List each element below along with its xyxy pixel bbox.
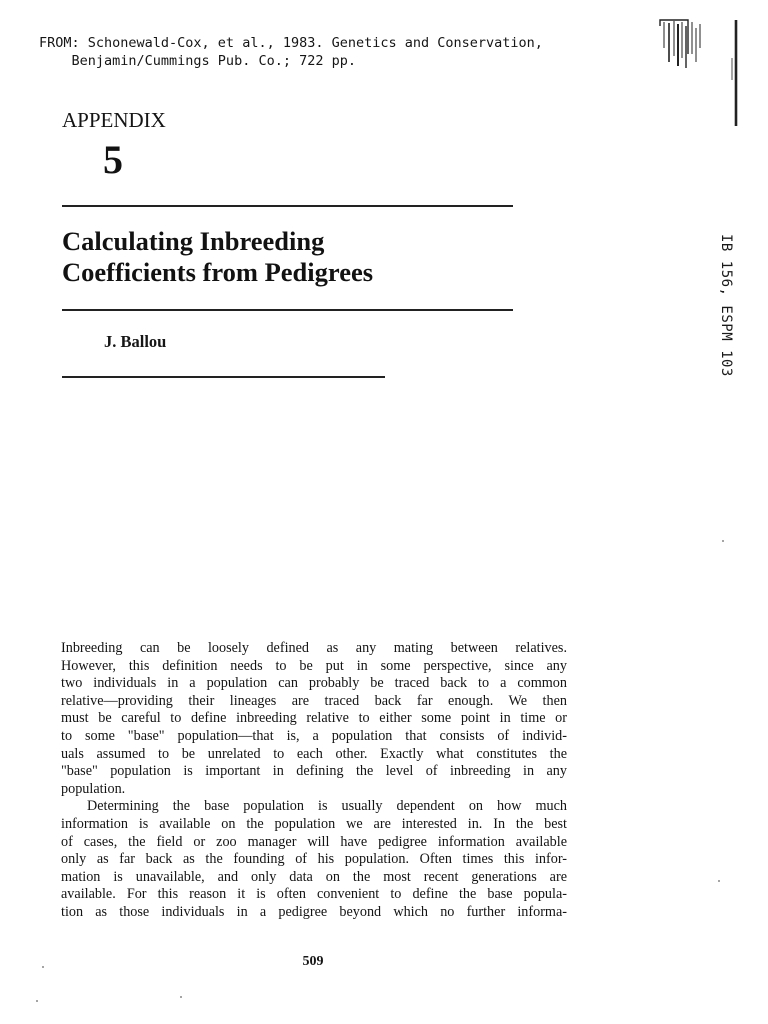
source-note-line-2: Benjamin/Cummings Pub. Co.; 722 pp. [39,53,356,69]
body-line: must be careful to define inbreeding relative to either some point in time or [61,710,567,727]
body-line: to some "base" population—that is, a population that consists of individ- [61,727,567,744]
body-line: two individuals in a population can probably be traced back to a common [61,675,567,692]
body-line: tion as those individuals in a pedigree beyond which no further informa- [61,903,567,920]
chapter-title [62,226,373,288]
body-line: mation is unavailable, and only data on the most recent generations are [61,868,567,885]
scan-speck [722,540,724,542]
author-name: J. Ballou [104,332,167,351]
body-text [61,640,567,922]
body-line: available. For this reason it is often convenient to define the base popula- [61,886,567,903]
body-line: However, this definition needs to be put in some perspective, since any [61,657,567,674]
body-line: Inbreeding can be loosely defined as any mating between relatives. [61,640,567,656]
appendix-label: APPENDIX [62,108,166,132]
scan-speck [36,1000,38,1002]
corner-scan-mark-icon [658,18,740,128]
title-rule-top [62,205,513,207]
title-rule-bottom [62,309,513,311]
scan-speck [718,880,720,882]
body-line: only as far back as the founding of his population. Often times this infor- [61,851,567,868]
chapter-title-line-1: Calculating Inbreeding [62,226,325,256]
body-line: "base" population is important in defining the level of inbreeding in any [61,763,567,780]
body-line: Determining the base population is usually dependent on how much [87,798,567,815]
body-line: population. [61,780,126,797]
body-line: uals assumed to be unrelated to each other. Exactly what constitutes the [61,745,567,762]
author-rule [62,376,385,378]
chapter-title-line-2: Coefficients from Pedigrees [62,257,374,287]
source-note-line-1: FROM: Schonewald-Cox, et al., 1983. Genetics and Conservation, [39,35,543,51]
source-note [39,34,543,70]
page-number: 509 [302,954,324,969]
scan-speck [180,996,182,998]
body-line: information is available on the population we are interested in. In the best [61,815,567,832]
scan-speck [42,966,44,968]
appendix-number: 5 [103,137,123,182]
body-line: of cases, the field or zoo manager will have pedigree information available [61,833,567,850]
side-course-label: IB 156, ESPM 103 [718,234,734,377]
body-line: relative—providing their lineages are traced back far enough. We then [61,692,567,709]
